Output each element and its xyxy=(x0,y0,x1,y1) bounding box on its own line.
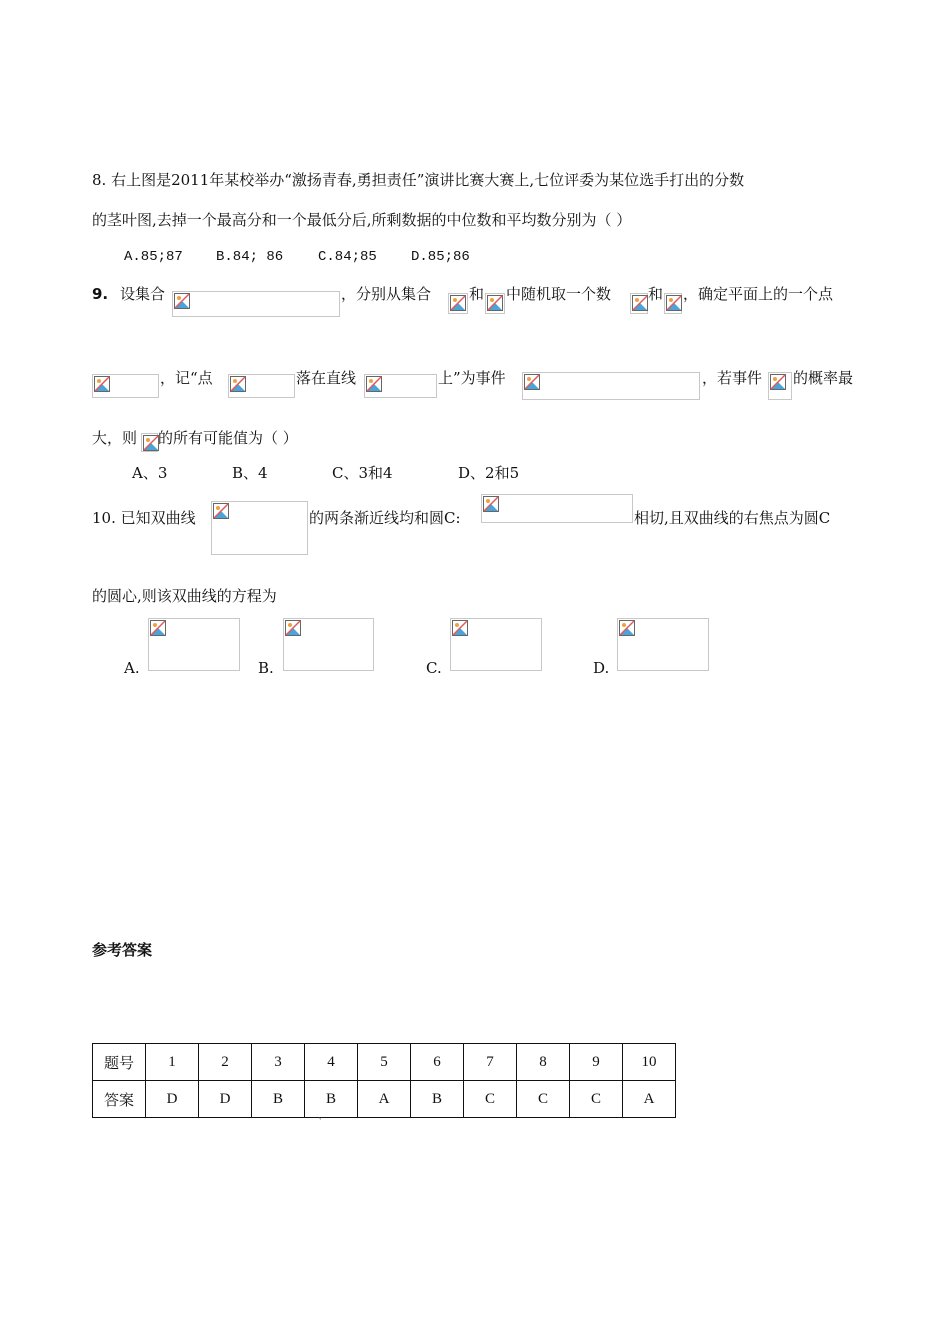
answer-value: B xyxy=(411,1081,464,1118)
broken-image-icon xyxy=(230,376,246,392)
broken-image-icon xyxy=(94,376,110,392)
q9-option-c: C、3和4 xyxy=(332,464,393,482)
q9-text-13: 的所有可能值为（ ） xyxy=(158,429,298,447)
q9-number: 9. xyxy=(92,285,109,303)
formula-image xyxy=(364,374,437,398)
formula-image xyxy=(228,374,295,398)
answer-value: A xyxy=(623,1081,676,1118)
formula-image xyxy=(522,372,700,400)
q10-text-2: 的两条渐近线均和圆C: xyxy=(309,509,461,527)
answer-value: C xyxy=(464,1081,517,1118)
q10-text-3: 相切,且双曲线的右焦点为圆C xyxy=(634,509,831,527)
answer-value: B xyxy=(252,1081,305,1118)
q9-text-8: 落在直线 xyxy=(296,369,357,387)
formula-image xyxy=(450,618,542,671)
table-row xyxy=(93,1081,676,1118)
broken-image-icon xyxy=(452,620,468,636)
broken-image-icon xyxy=(213,503,229,519)
broken-image-icon xyxy=(150,620,166,636)
q10-option-a: A. xyxy=(124,659,140,677)
broken-image-icon xyxy=(143,435,159,451)
broken-image-icon xyxy=(483,496,499,512)
formula-image xyxy=(211,501,308,555)
question-number: 4 xyxy=(305,1044,358,1081)
broken-image-icon xyxy=(487,295,503,311)
formula-image xyxy=(481,494,633,523)
broken-image-icon xyxy=(666,295,682,311)
broken-image-icon xyxy=(285,620,301,636)
answer-value: D xyxy=(199,1081,252,1118)
q10-option-d: D. xyxy=(593,659,610,677)
q8-option-c: C.84;85 xyxy=(318,249,377,265)
q9-option-d: D、2和5 xyxy=(458,464,520,482)
broken-image-icon xyxy=(450,295,466,311)
question-number: 1 xyxy=(146,1044,199,1081)
question-number: 10 xyxy=(623,1044,676,1081)
answer-table xyxy=(92,1043,676,1118)
answer-value: A xyxy=(358,1081,411,1118)
formula-image xyxy=(617,618,709,671)
broken-image-icon xyxy=(174,293,190,309)
q9-text-4: 中随机取一个数 xyxy=(506,285,612,303)
q9-text-2: ，分别从集合 xyxy=(341,285,432,303)
q9-text-7: ，记“点 xyxy=(160,369,213,387)
question-number: 7 xyxy=(464,1044,517,1081)
broken-image-icon xyxy=(770,374,786,390)
q9-text-12: 大，则 xyxy=(92,429,138,447)
question-number: 6 xyxy=(411,1044,464,1081)
formula-image xyxy=(664,293,682,314)
q9-text-3: 和 xyxy=(469,285,485,303)
formula-image xyxy=(485,293,505,314)
formula-image xyxy=(92,374,159,398)
q9-text-9: 上”为事件 xyxy=(438,369,506,387)
formula-image xyxy=(172,291,340,317)
q8-option-b: B.84; 86 xyxy=(216,249,284,265)
answers-title: 参考答案 xyxy=(92,941,153,959)
formula-image xyxy=(148,618,240,671)
formula-image xyxy=(283,618,374,671)
question-number: 3 xyxy=(252,1044,305,1081)
q8-option-d: D.85;86 xyxy=(411,249,470,265)
formula-image xyxy=(768,372,792,400)
q9-text-10: ，若事件 xyxy=(702,369,763,387)
answer-value: C xyxy=(517,1081,570,1118)
question-number: 9 xyxy=(570,1044,623,1081)
answer-value: C xyxy=(570,1081,623,1118)
q9-text-5: 和 xyxy=(648,285,664,303)
q9-option-b: B、4 xyxy=(232,464,268,482)
q9-text-1: 设集合 xyxy=(120,285,166,303)
table-row xyxy=(93,1044,676,1081)
broken-image-icon xyxy=(366,376,382,392)
question-number: 2 xyxy=(199,1044,252,1081)
footnote-mark: ` xyxy=(318,1118,323,1129)
q8-line2: 的茎叶图,去掉一个最高分和一个最低分后,所剩数据的中位数和平均数分别为（ ） xyxy=(92,211,632,229)
row-label: 答案 xyxy=(93,1081,146,1118)
question-number: 5 xyxy=(358,1044,411,1081)
q9-text-11: 的概率最 xyxy=(793,369,854,387)
q9-text-6: ，确定平面上的一个点 xyxy=(683,285,834,303)
broken-image-icon xyxy=(632,295,648,311)
answer-value: D xyxy=(146,1081,199,1118)
question-number: 8 xyxy=(517,1044,570,1081)
q10-text-1: 10. 已知双曲线 xyxy=(92,509,196,527)
formula-image xyxy=(448,293,468,314)
formula-image xyxy=(141,433,158,452)
formula-image xyxy=(630,293,648,314)
q9-option-a: A、3 xyxy=(132,464,168,482)
q10-option-c: C. xyxy=(426,659,442,677)
q8-option-a: A.85;87 xyxy=(124,249,183,265)
answer-value: B xyxy=(305,1081,358,1118)
q10-option-b: B. xyxy=(258,659,274,677)
q10-text-4: 的圆心,则该双曲线的方程为 xyxy=(92,587,277,605)
q8-line1: 8. 右上图是2011年某校举办“激扬青春,勇担责任”演讲比赛大赛上,七位评委为某位选手打出的分数 xyxy=(92,171,745,189)
row-label: 题号 xyxy=(93,1044,146,1081)
broken-image-icon xyxy=(524,374,540,390)
broken-image-icon xyxy=(619,620,635,636)
